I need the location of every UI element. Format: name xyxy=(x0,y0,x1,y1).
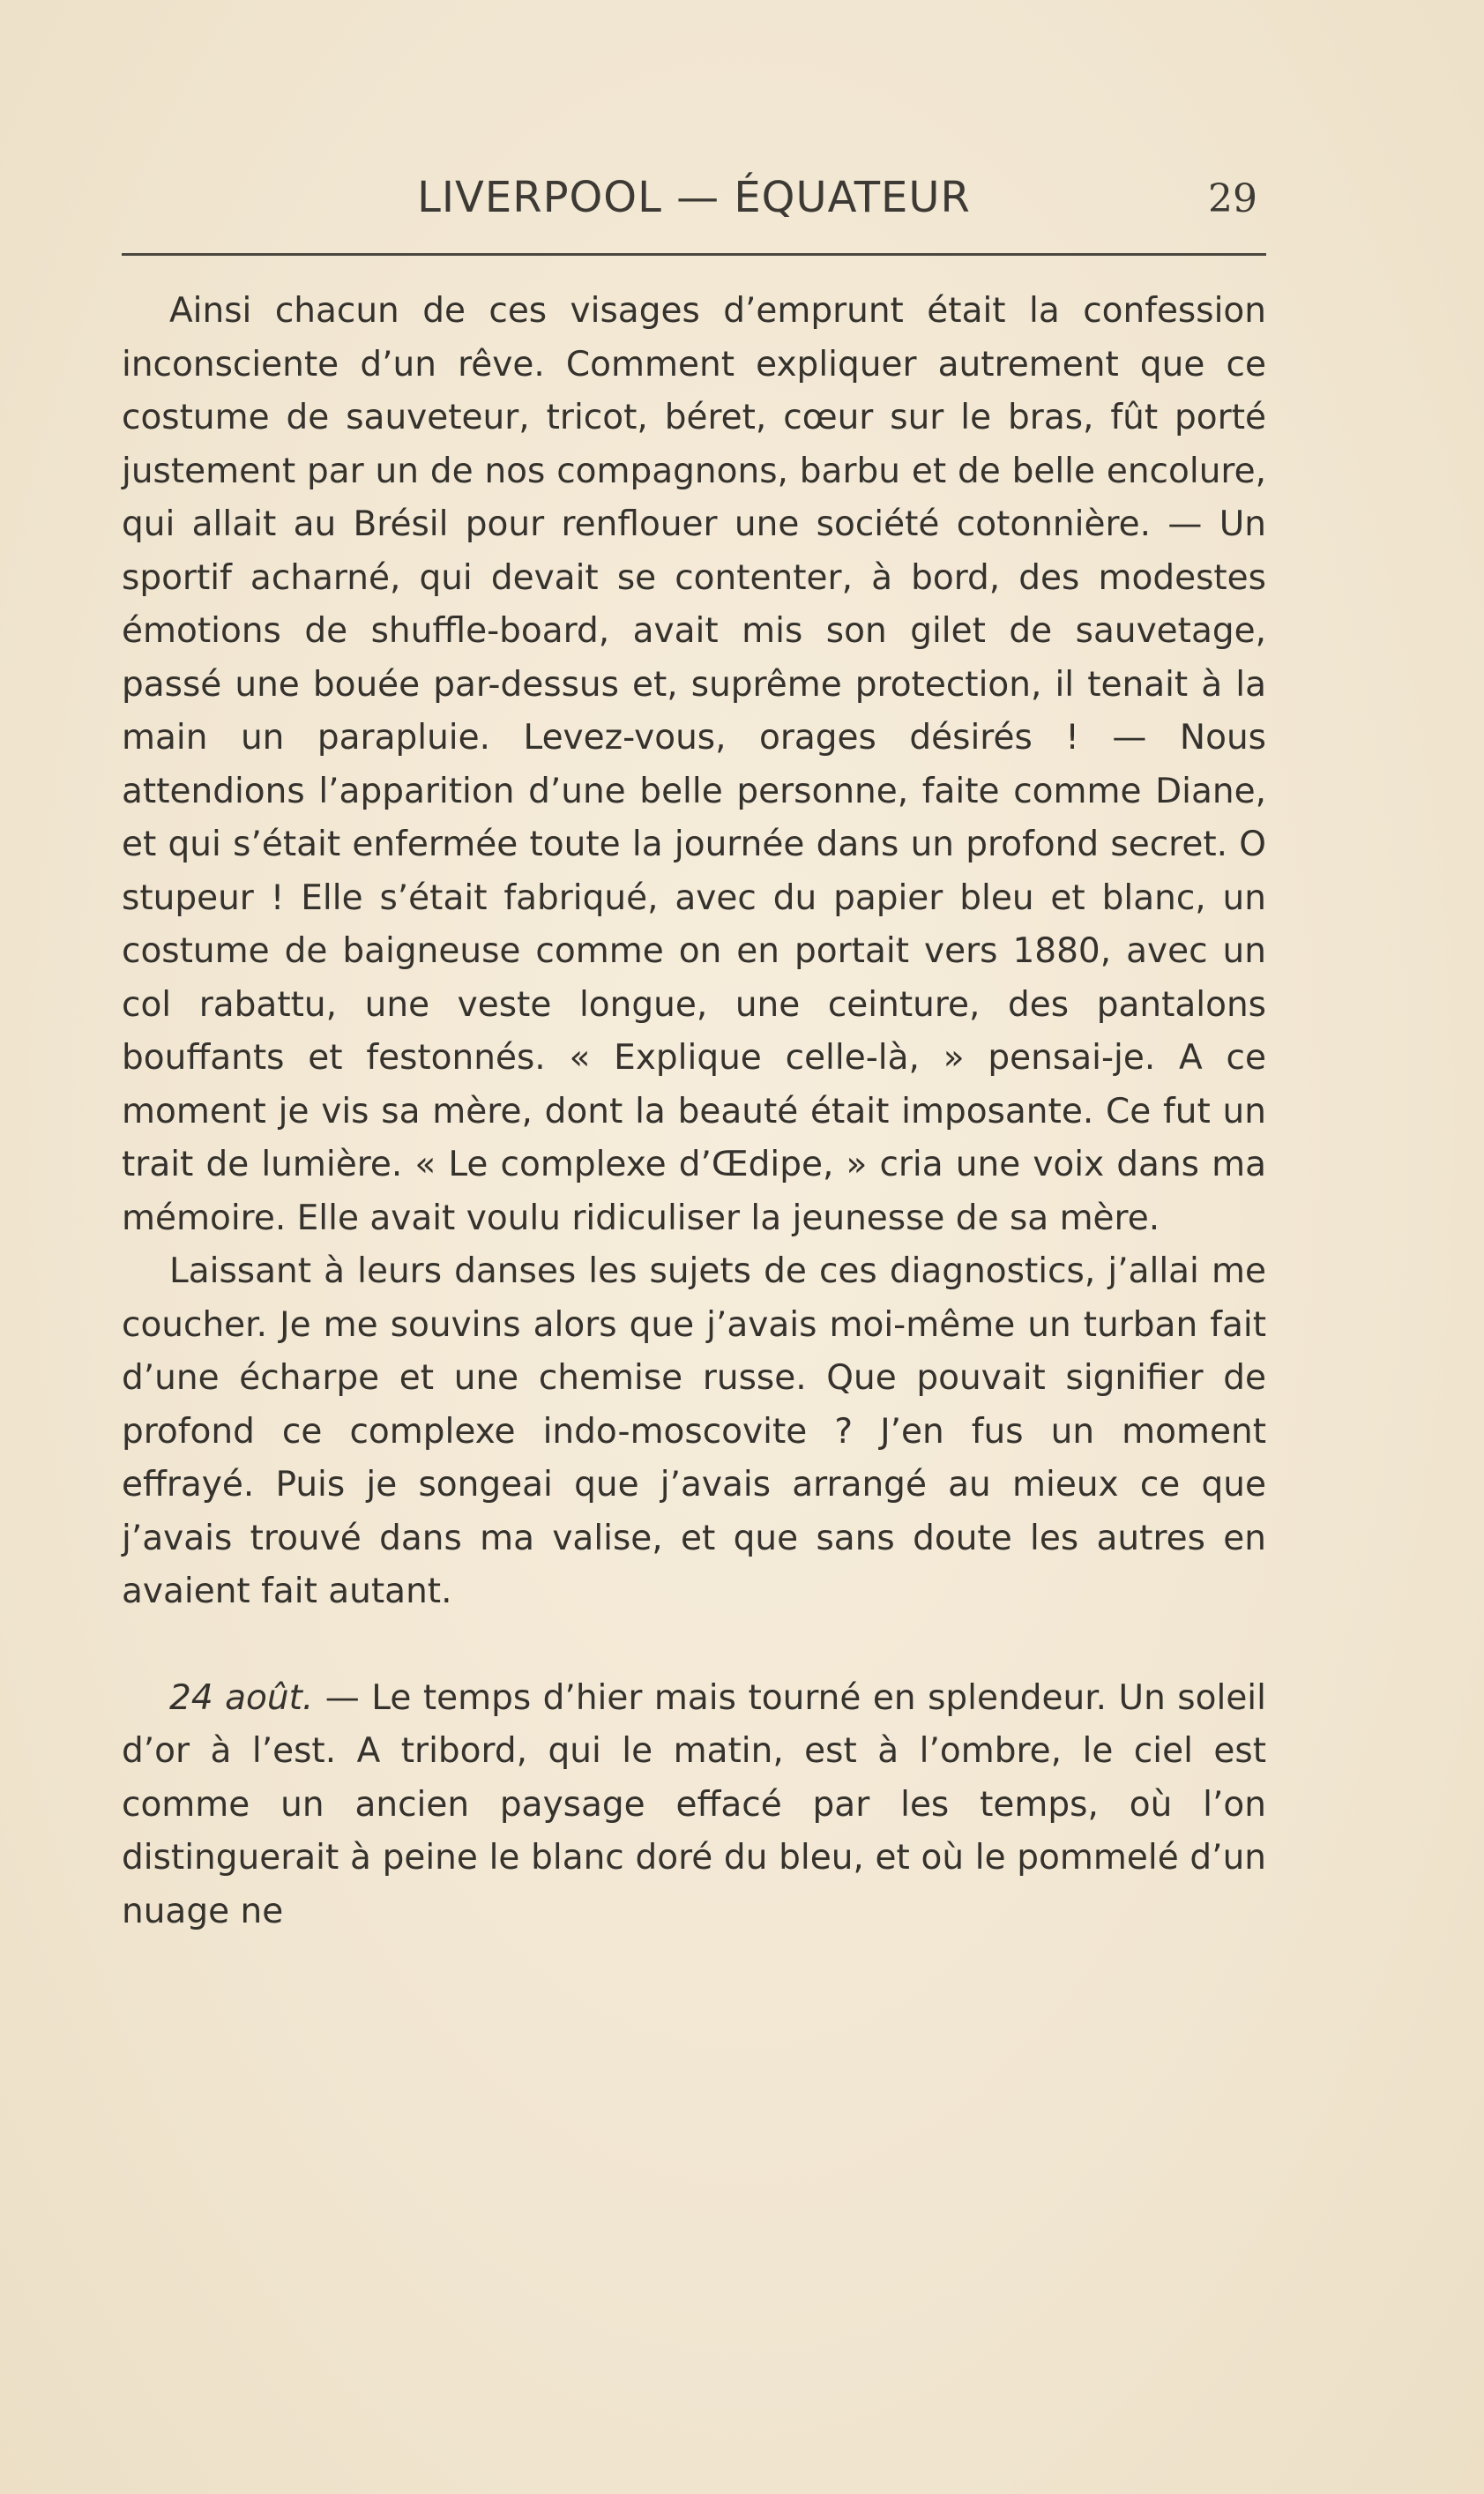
running-head: LIVERPOOL — ÉQUATEUR xyxy=(417,173,971,222)
header-rule xyxy=(122,253,1266,256)
paragraph-costumes: Ainsi chacun de ces visages d’emprunt était la confession inconsciente d’un rêve. Comment expliquer autrement que ce costume de sauveteur, tricot, béret, cœur sur le bras, fût porté justement par un de nos compagnons, barbu et de belle encolure, qui allait au Brésil pour renflouer une société cotonnière. — Un sportif acharné, qui devait se contenter, à bord, des modestes émotions de shuffle-board, avait mis son gilet de sauvetage, passé une bouée par-dessus et, suprême protection, il tenait à la main un parapluie. Levez-vous, orages désirés ! — Nous attendions l’apparition d’une belle personne, faite comme Diane, et qui s’était enfermée toute la journée dans un profond secret. O stupeur ! Elle s’était fabriqué, avec du papier bleu et blanc, un costume de baigneuse comme on en portait vers 1880, avec un col rabattu, une veste longue, une ceinture, des pantalons bouffants et festonnés. « Explique celle-là, » pensai-je. A ce moment je vis sa mère, dont la beauté était imposante. Ce fut un trait de lumière. « Le complexe d’Œdipe, » cria une voix dans ma mémoire. Elle avait voulu ridiculiser la jeunesse de sa mère. xyxy=(122,291,1266,1238)
page-number: 29 xyxy=(1208,176,1257,221)
paragraph-diary-entry xyxy=(122,1672,1266,1939)
paragraph-going-to-bed: Laissant à leurs danses les sujets de ces diagnostics, j’allai me coucher. Je me souvins alors que j’avais moi-même un turban fait d’une écharpe et une chemise russe. Que pouvait signifier de profond ce complexe indo-moscovite ? J’en fus un moment effrayé. Puis je songeai que j’avais arrangé au mieux ce que j’avais trouvé dans ma valise, et que sans doute les autres en avaient fait autant. xyxy=(122,1251,1266,1611)
diary-date: 24 août. xyxy=(169,1677,314,1718)
diary-entry-text: — Le temps d’hier mais tourné en splendeur. Un soleil d’or à l’est. A tribord, qui le matin, est à l’ombre, le ciel est comme un ancien paysage effacé par les temps, où l’on distinguerait à peine le blanc doré du bleu, et où le pommelé d’un nuage ne xyxy=(122,1677,1266,1931)
page-header xyxy=(122,173,1266,243)
body-text xyxy=(122,285,1266,1938)
